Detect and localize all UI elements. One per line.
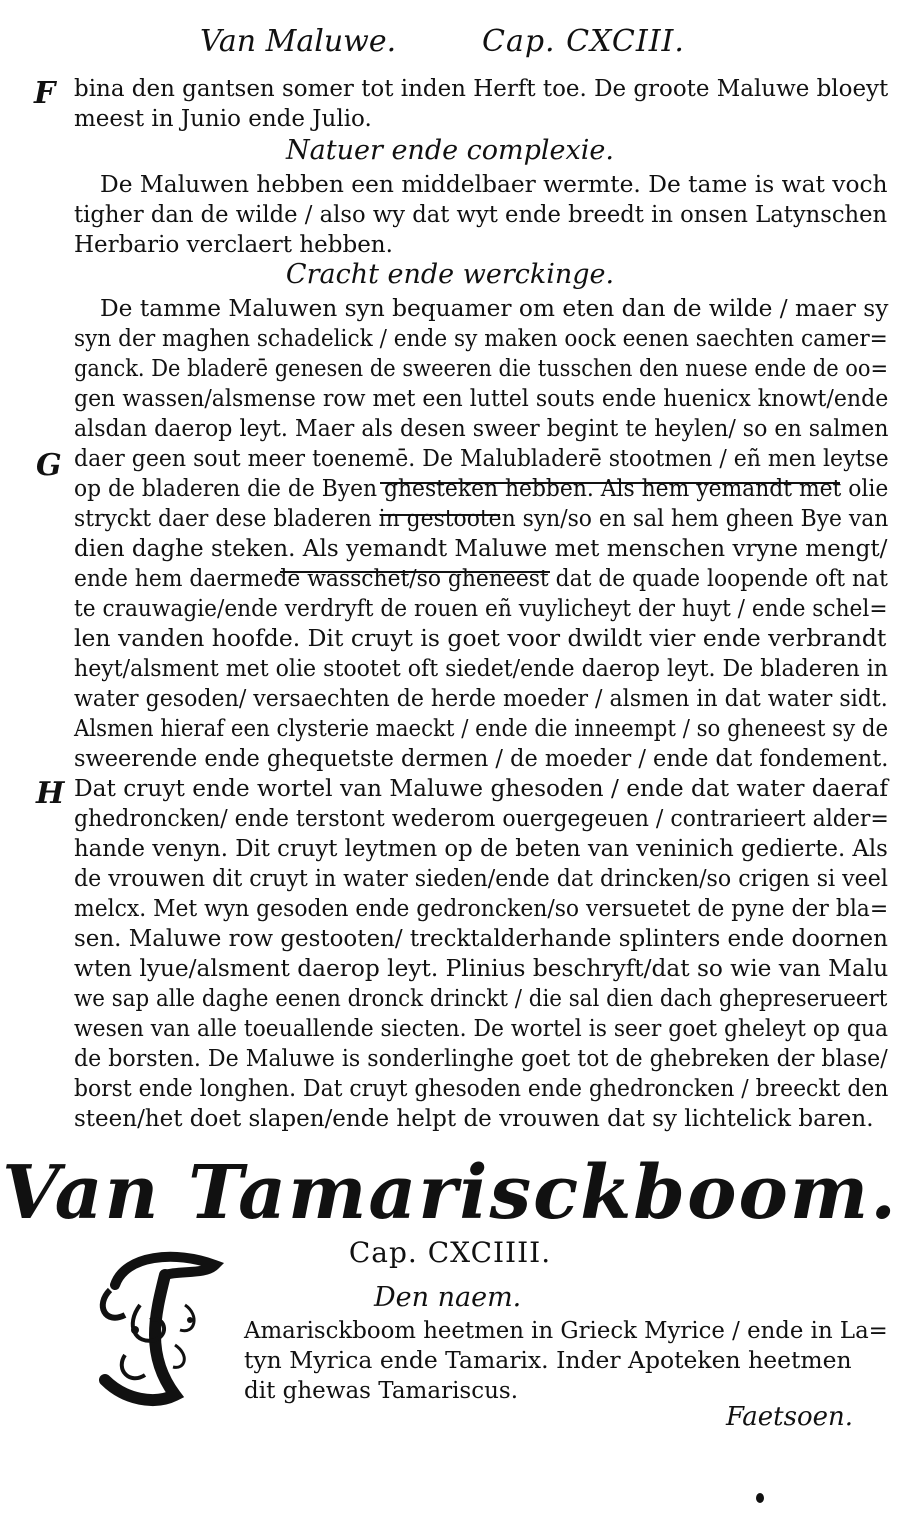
section-heading-natuer: Natuer ende complexie. <box>286 135 614 166</box>
running-head <box>0 24 900 64</box>
text-line: dit ghewas Tamariscus. <box>244 1378 519 1404</box>
margin-signature-f: F <box>34 76 56 111</box>
text-line: alsdan daerop leyt. Maer als desen sweer begint te heylen/ so en salmen <box>74 416 889 442</box>
text-line: Herbario verclaert hebben. <box>74 232 393 258</box>
text-line: hande venyn. Dit cruyt leytmen op de beten van veninich gedierte. Als <box>74 836 888 862</box>
handwritten-underline <box>280 571 550 576</box>
text-line: Alsmen hieraf een clysterie maeckt / ende die inneempt / so gheneest sy de <box>74 716 889 742</box>
handwritten-underline <box>380 482 840 487</box>
text-line: syn der maghen schadelick / ende sy maken oock eenen saechten camer= <box>74 326 888 352</box>
text-line: Dat cruyt ende wortel van Maluwe ghesoden / ende dat water daeraf <box>74 776 888 802</box>
text-line: len vanden hoofde. Dit cruyt is goet voor dwildt vier ende verbrandt <box>74 626 887 652</box>
section-heading-cracht: Cracht ende werckinge. <box>285 259 615 290</box>
text-line: daer geen sout meer toenemē. De Malubladerē stootmen / eñ men leytse <box>74 446 889 472</box>
chapter-number: Cap. CXCIIII. <box>348 1236 552 1269</box>
text-line: ghedroncken/ ende terstont wederom ouergegeuen / contrarieert alder= <box>74 806 889 832</box>
text-line: tyn Myrica ende Tamarix. Inder Apoteken heetmen <box>244 1348 852 1374</box>
chapter-title: Van Tamarisckboom. <box>2 1150 898 1236</box>
text-line: De Maluwen hebben een middelbaer wermte. De tame is wat voch <box>100 172 888 198</box>
margin-signature-g: G <box>36 448 62 483</box>
text-line: gen wassen/alsmense row met een luttel souts ende huenicx knowt/ende <box>74 386 889 412</box>
text-line: we sap alle daghe eenen dronck drinckt / die sal dien dach ghepreserueert <box>74 986 888 1012</box>
text-line: de borsten. De Maluwe is sonderlinghe goet tot de ghebreken der blase/ <box>74 1046 888 1072</box>
text-line: water gesoden/ versaechten de herde moeder / alsmen in dat water sidt. <box>74 686 888 712</box>
handwritten-underline <box>380 514 500 519</box>
text-line: Amarisckboom heetmen in Grieck Myrice / ende in La= <box>244 1318 888 1344</box>
section-heading-naem: Den naem. <box>374 1282 522 1313</box>
text-line: op de bladeren die de Byen ghesteken hebben. Als hem yemandt met olie <box>74 476 889 502</box>
text-line: De tamme Maluwen syn bequamer om eten dan de wilde / maer sy <box>100 296 889 322</box>
decorated-initial-t <box>85 1245 235 1410</box>
text-line: ende hem daermede wasschet/so gheneest dat de quade loopende oft nat <box>74 566 888 592</box>
text-line: steen/het doet slapen/ende helpt de vrouwen dat sy lichtelick baren. <box>74 1106 874 1132</box>
text-line: dien daghe steken. Als yemandt Maluwe met menschen vryne mengt/ <box>74 536 888 562</box>
ink-speck <box>756 1493 764 1503</box>
text-line: wesen van alle toeuallende siecten. De wortel is seer goet gheleyt op qua <box>74 1016 888 1042</box>
margin-signature-h: H <box>36 776 65 811</box>
text-line: borst ende longhen. Dat cruyt ghesoden ende ghedroncken / breeckt den <box>74 1076 889 1102</box>
text-line: de vrouwen dit cruyt in water sieden/ende dat drincken/so crigen si veel <box>74 866 888 892</box>
decorated-initial-t-icon <box>85 1245 235 1410</box>
text-line: heyt/alsment met olie stootet oft siedet/ende daerop leyt. De bladeren in <box>74 656 888 682</box>
text-line: tigher dan de wilde / also wy dat wyt ende breedt in onsen Latynschen <box>74 202 888 228</box>
text-line: sweerende ende ghequetste dermen / de moeder / ende dat fondement. <box>74 746 889 772</box>
catchword: Faetsoen. <box>726 1402 854 1432</box>
running-head-chapter: Cap. CXCIII. <box>482 24 685 59</box>
text-line: meest in Junio ende Julio. <box>74 106 372 132</box>
text-line: bina den gantsen somer tot inden Herft toe. De groote Maluwe bloeyt <box>74 76 889 102</box>
running-head-title: Van Maluwe. <box>200 24 397 59</box>
text-line: melcx. Met wyn gesoden ende gedroncken/so versuetet de pyne der bla= <box>74 896 889 922</box>
text-line: stryckt daer dese bladeren in gestooten syn/so en sal hem gheen Bye van <box>74 506 889 532</box>
text-line: sen. Maluwe row gestooten/ trecktalderhande splinters ende doornen <box>74 926 888 952</box>
text-line: wten lyue/alsment daerop leyt. Plinius beschryft/dat so wie van Malu <box>74 956 889 982</box>
text-line: te crauwagie/ende verdryft de rouen eñ vuylicheyt der huyt / ende schel= <box>74 596 888 622</box>
text-line: ganck. De bladerē genesen de sweeren die tusschen den nuese ende de oo= <box>74 356 889 382</box>
